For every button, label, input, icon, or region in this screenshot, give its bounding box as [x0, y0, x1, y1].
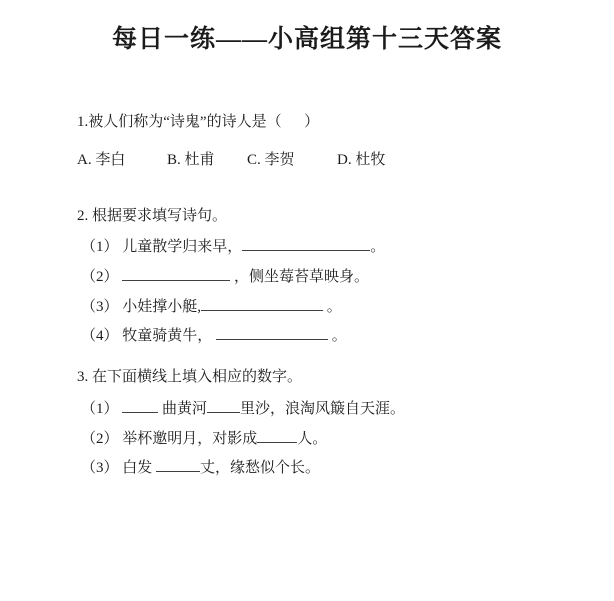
- item-text: （3） 白发: [81, 460, 157, 476]
- answer-blank: [216, 325, 328, 340]
- question-3-heading-text: 3. 在下面横线上填入相应的数字。: [77, 369, 303, 385]
- question-3-item-3: [66, 440, 320, 494]
- page-title: 每日一练——小高组第十三天答案: [111, 26, 502, 53]
- item-text: 曲黄河: [158, 401, 208, 417]
- answer-blank: [156, 457, 200, 472]
- item-text: （3） 小娃撑小艇,: [81, 299, 202, 315]
- item-text: （2） 举杯邀明月，对影成: [81, 431, 258, 447]
- question-1-options: [62, 135, 385, 186]
- question-1-text: 1.被人们称为“诗鬼”的诗人是（ ）: [77, 114, 320, 130]
- item-text: （1） 儿童散学归来早，: [81, 239, 243, 255]
- item-text: 里沙，浪淘风簸自天涯。: [240, 401, 406, 417]
- option-b: B. 杜甫: [167, 152, 215, 168]
- item-text: （4） 牧童骑黄牛，: [81, 328, 217, 344]
- item-text: ，侧坐莓苔草映身。: [230, 269, 370, 285]
- option-c: C. 李贺: [247, 152, 295, 168]
- item-text: 。: [323, 299, 342, 315]
- item-text: 。: [370, 239, 386, 255]
- item-text: 人。: [297, 431, 328, 447]
- item-text: （1）: [81, 401, 123, 417]
- option-d: D. 杜牧: [337, 152, 386, 168]
- question-2-heading-text: 2. 根据要求填写诗句。: [77, 208, 228, 224]
- item-text: 丈，缘愁似个长。: [200, 460, 321, 476]
- option-a: A. 李白: [77, 152, 126, 168]
- item-text: （2）: [81, 269, 123, 285]
- item-text: 。: [328, 328, 347, 344]
